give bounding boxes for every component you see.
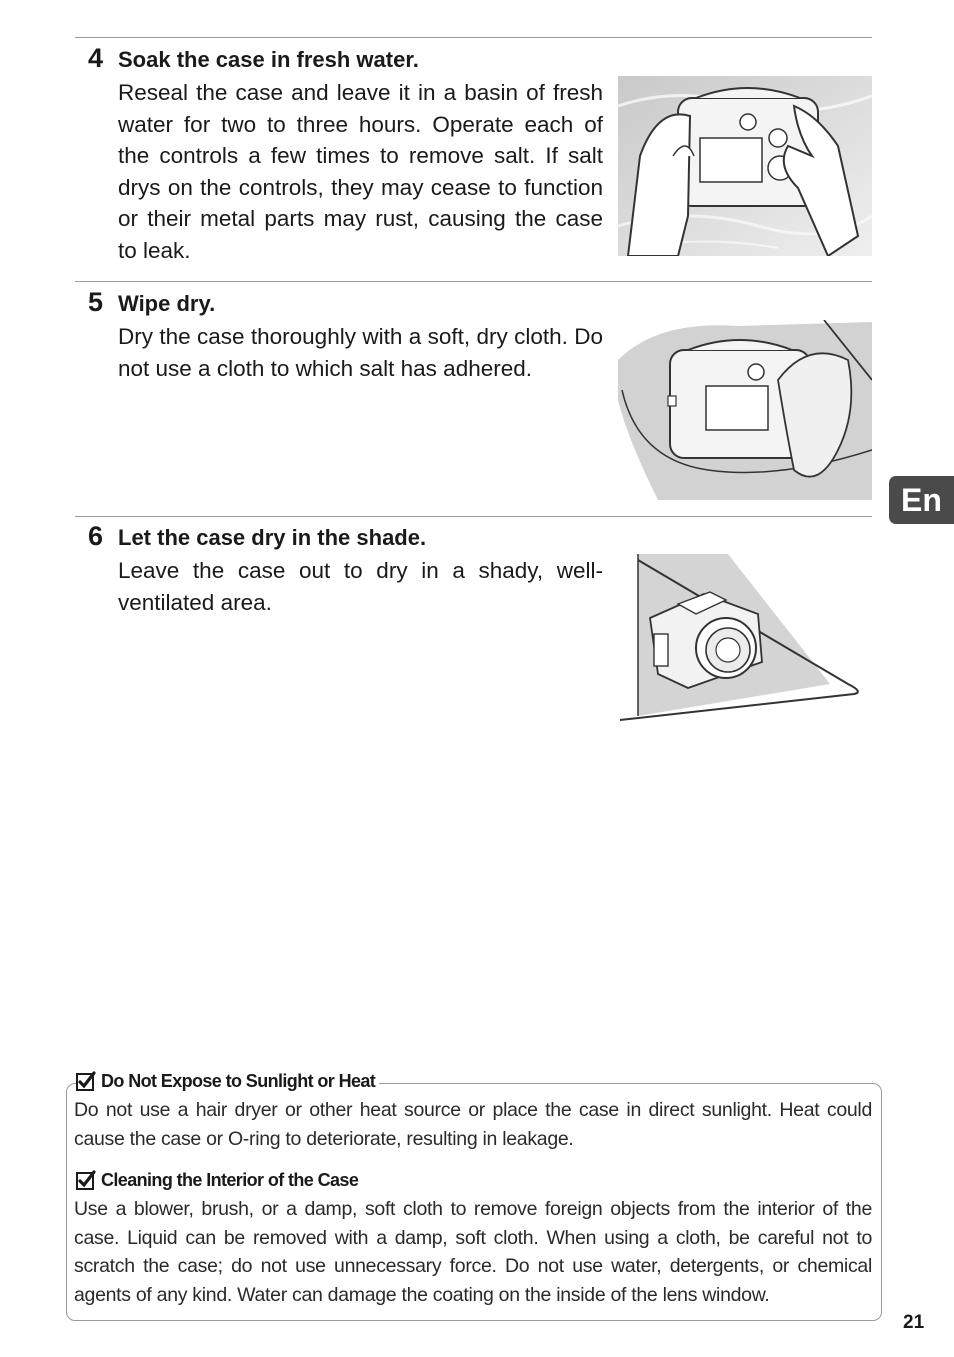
step-number: 4	[88, 43, 104, 73]
step-title: Let the case dry in the shade.	[118, 525, 427, 550]
page-number: 21	[903, 1312, 925, 1333]
note-heading-cleaning	[76, 1169, 362, 1191]
wipe-dry-illustration	[618, 320, 872, 500]
section-divider	[75, 37, 872, 38]
step-body: Reseal the case and leave it in a basin of fresh water for two to three hours. Operate each of the controls a few times to remove salt. If salt drys on the controls, they may cease to function or their metal parts may rust, causing the case to leak.	[118, 80, 603, 263]
caution-check-icon	[76, 1170, 96, 1190]
caution-check-icon	[76, 1071, 96, 1091]
note-heading-text: Cleaning the Interior of the Case	[101, 1170, 359, 1190]
step-title: Soak the case in fresh water.	[118, 47, 419, 72]
step-number: 6	[88, 521, 104, 551]
note-body-sunlight: Do not use a hair dryer or other heat source or place the case in direct sunlight. Heat could cause the case or O-ring to deteriorate, resulting in leakage.	[74, 1099, 872, 1150]
step-title: Wipe dry.	[118, 291, 216, 316]
section-divider	[75, 281, 872, 282]
step-body: Dry the case thoroughly with a soft, dry cloth. Do not use a cloth to which salt has adhered.	[118, 324, 603, 381]
note-body-cleaning: Use a blower, brush, or a damp, soft cloth to remove foreign objects from the interior of the case. Liquid can be removed with a damp, soft cloth. When using a cloth, be careful not to scratch the case; do not use unnecessary force. Do not use water, detergents, or chemical agents of any kind. Water can damage the coating on the inside of the lens window.	[74, 1198, 872, 1306]
language-tab: En	[889, 476, 954, 524]
section-divider	[75, 516, 872, 517]
note-heading-text: Do Not Expose to Sunlight or Heat	[101, 1071, 376, 1091]
dry-in-shade-illustration	[618, 552, 866, 722]
step-number: 5	[88, 287, 104, 317]
step-body: Leave the case out to dry in a shady, well-ventilated area.	[118, 558, 603, 615]
note-heading-sunlight	[76, 1070, 379, 1092]
soak-case-illustration	[618, 76, 872, 256]
